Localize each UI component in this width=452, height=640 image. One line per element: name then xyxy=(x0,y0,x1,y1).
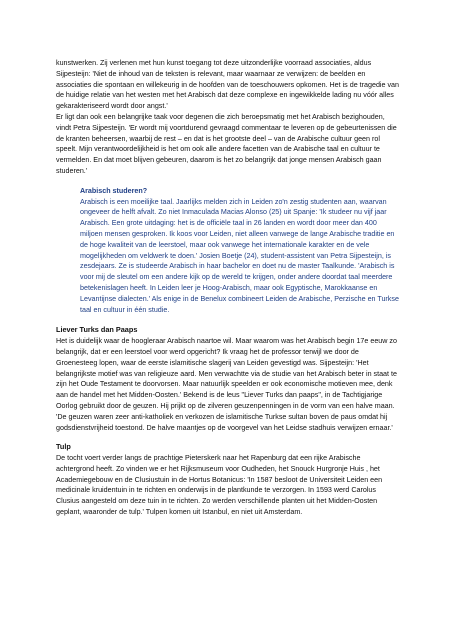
section-heading: Liever Turks dan Paaps xyxy=(56,325,138,335)
section-heading: Tulp xyxy=(56,442,71,452)
section-tulp xyxy=(56,442,400,518)
box-title: Arabisch studeren? xyxy=(80,186,148,195)
section-liever-turks xyxy=(56,325,400,433)
sidebar-box-study-arabic xyxy=(80,186,400,316)
section-body: Het is duidelijk waar de hoogleraar Arabisch naartoe wil. Maar waarom was het Arabisch begin 17e eeuw zo belangrijk, dat er een leerstoel voor werd opgericht? Ik vraag het de professor terwijl we door de Groenesteeg lopen, waar de eerste islamitische slagerij van Leiden gevestigd was. Sijpesteijn: 'Het belangrijkste motief was van religieuze aard. Men verwachtte via de studie van het Arabisch beter in staat te zijn het Oude Testament te doorvorsen. Maar natuurlijk speelden er ook economische motieven mee, denk aan de handel met het Midden-Oosten.' Bekend is de leus "Liever Turks dan paaps", in de Tachtigjarige Oorlog gebruikt door de geuzen. Hij prijkt op de zilveren geuzenpenningen in de vorm van een halve maan. 'De geuzen waren zeer anti-katholiek en verkozen de islamitische Turkse sultan boven de paus omdat hij godsdienstvrijheid toestond. De halve maantjes op de voorgevel van het Leidse stadhuis verwijzen ernaar.' xyxy=(56,337,397,432)
box-body: Arabisch is een moeilijke taal. Jaarlijks melden zich in Leiden zo'n zestig studenten aan, waarvan ongeveer de helft afvalt. Zo niet Inmaculada Macias Alonso (25) uit Spanje: 'Ik studeer nu vijf jaar Arabisch. Een grote uitdaging: het is de officiële taal in 26 landen en wordt door meer dan 400 miljoen mensen gesproken. Ik koos voor Leiden, niet alleen vanwege de lange Arabische traditie en de hoge kwaliteit van de leerstoel, maar ook vanwege het internationale karakter en de vele mogelijkheden om veldwerk te doen.' Josien Boetje (24), student-assistent van Petra Sijpesteijn, is zesdejaars. Ze is studeerde Arabisch in haar bachelor en doet nu de master Taalkunde. 'Arabisch is voor mij de sleutel om een andere kijk op de wereld te krijgen, onder andere doordat taal meerdere betekenislagen heeft. In Leiden leer je Hoog-Arabisch, maar ook Egyptische, Marokkaanse en Levantijnse dialecten.' Als enige in de Benelux combineert Leiden de Arabische, Perzische en Turkse taal en cultuur in één studie. xyxy=(80,197,399,314)
intro-paragraph-1: kunstwerken. Zij verlenen met hun kunst toegang tot deze uitzonderlijke voorraad associaties, aldus Sijpesteijn: 'Niet de inhoud van de teksten is relevant, maar waarnaar ze verwijzen: de beelden en associaties die spontaan en willekeurig in de hoofden van de toeschouwers opkomen. Het is de tragedie van de huidige relatie van het westen met het Arabisch dat deze complexe en ingewikkelde lading nu vóór alles gekarakteriseerd wordt door angst.' xyxy=(56,59,399,111)
section-body: De tocht voert verder langs de prachtige Pieterskerk naar het Rapenburg dat een rijke Arabische achtergrond heeft. Zo vinden we er het Rijksmuseum voor Oudheden, het Snouck Hurgronje Huis , het Academiegebouw en de Clusiustuin in de Hortus Botanicus: 'In 1587 besloot de Universiteit Leiden een medicinale kruidentuin in te richten en onderwijs in de plantkunde te verzorgen. In 1593 werd Carolus Clusius aangesteld om deze tuin in te richten. Zo werden verschillende planten uit het Midden-Oosten geplant, waaronder de tulp.' Tulpen komen uit Istanbul, en niet uit Amsterdam. xyxy=(56,454,383,517)
intro-paragraph-2: Er ligt dan ook een belangrijke taak voor degenen die zich beroepsmatig met het Arabisch bezighouden, vindt Petra Sijpesteijn. 'Er wordt mij voortdurend gevraagd commentaar te leveren op de gebeurtenissen die de kranten beheersen, waarbij de rest – en dat is het grootste deel – van de Arabische cultuur geen rol speelt. Mijn verantwoordelijkheid is het om ook alle andere facetten van de Arabische taal en cultuur te vermelden. En dat moet blijven gebeuren, daarom is het zo belangrijk dat jonge mensen Arabisch gaan studeren.' xyxy=(56,112,397,175)
